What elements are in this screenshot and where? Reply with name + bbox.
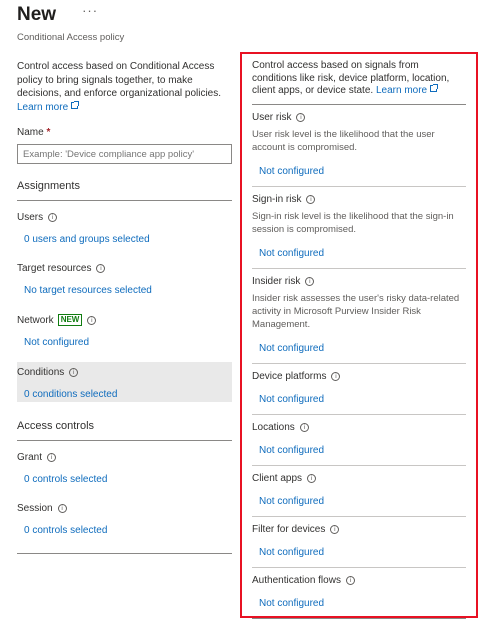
target-resources-item: Target resources i No target resources selected: [17, 258, 232, 299]
learn-more-link[interactable]: Learn more: [17, 102, 78, 113]
info-icon[interactable]: i: [58, 504, 67, 513]
users-item: Users i 0 users and groups selected: [17, 207, 232, 248]
condition-value-link[interactable]: Not configured: [259, 597, 325, 609]
info-icon[interactable]: i: [87, 316, 96, 325]
info-icon[interactable]: i: [346, 576, 355, 585]
info-icon[interactable]: i: [69, 368, 78, 377]
conditions-panel: [240, 52, 478, 618]
conditions-intro: Control access based on signals from conditions like risk, device platform, location, client apps, or device state. Learn more: [252, 60, 466, 105]
info-icon[interactable]: i: [96, 264, 105, 273]
required-marker: *: [46, 127, 51, 138]
session-link[interactable]: 0 controls selected: [24, 525, 108, 536]
page-title: New: [17, 4, 57, 25]
policy-intro: Control access based on Conditional Access policy to bring signals together, to make decisions, and enforce organizational policies. Learn more: [17, 61, 222, 113]
page-subtitle: Conditional Access policy: [17, 32, 125, 43]
info-icon[interactable]: i: [306, 195, 315, 204]
info-icon[interactable]: i: [305, 277, 314, 286]
session-item: Session i 0 controls selected: [17, 498, 232, 539]
condition-filter-for-devices[interactable]: Filter for devices i Not configured: [252, 517, 466, 568]
condition-client-apps[interactable]: Client apps i Not configured: [252, 466, 466, 517]
condition-value-link[interactable]: Not configured: [259, 165, 325, 177]
page-header: [17, 4, 124, 43]
info-icon[interactable]: i: [296, 113, 305, 122]
condition-description: User risk level is the likelihood that the user account is compromised.: [252, 128, 435, 153]
target-resources-link[interactable]: No target resources selected: [24, 285, 152, 296]
more-options-icon[interactable]: ···: [82, 3, 99, 18]
users-link[interactable]: 0 users and groups selected: [24, 234, 150, 245]
info-icon[interactable]: i: [330, 525, 339, 534]
condition-locations[interactable]: Locations i Not configured: [252, 415, 466, 466]
condition-sign-in-risk[interactable]: Sign-in risk i Sign-in risk level is the likelihood that the sign-in session is compromised. Not configured: [252, 187, 466, 269]
info-icon[interactable]: i: [331, 372, 340, 381]
info-icon[interactable]: i: [48, 213, 57, 222]
condition-value-link[interactable]: Not configured: [259, 444, 325, 456]
name-label: Name *: [17, 127, 51, 138]
condition-value-link[interactable]: Not configured: [259, 342, 325, 354]
info-icon[interactable]: i: [307, 474, 316, 483]
condition-value-link[interactable]: Not configured: [259, 546, 325, 558]
condition-insider-risk[interactable]: Insider risk i Insider risk assesses the user's risky data-related activity in Microsoft Purview Insider Risk Management. Not configured: [252, 269, 466, 364]
conditions-item[interactable]: Conditions i 0 conditions selected: [17, 362, 232, 402]
condition-user-risk[interactable]: User risk i User risk level is the likelihood that the user account is compromised. Not configured: [252, 105, 466, 187]
info-icon[interactable]: i: [47, 453, 56, 462]
access-controls-heading: Access controls: [17, 420, 232, 441]
condition-device-platforms[interactable]: Device platforms i Not configured: [252, 364, 466, 415]
condition-value-link[interactable]: Not configured: [259, 495, 325, 507]
grant-link[interactable]: 0 controls selected: [24, 474, 108, 485]
condition-description: Sign-in risk level is the likelihood that the sign-in session is compromised.: [252, 210, 454, 235]
external-link-icon: [71, 102, 78, 109]
info-icon[interactable]: i: [300, 423, 309, 432]
new-badge: NEW: [58, 314, 83, 326]
condition-value-link[interactable]: Not configured: [259, 247, 325, 259]
grant-item: Grant i 0 controls selected: [17, 447, 232, 488]
policy-name-input[interactable]: [17, 144, 232, 164]
condition-value-link[interactable]: Not configured: [259, 393, 325, 405]
divider: [17, 553, 232, 554]
assignments-heading: Assignments: [17, 180, 232, 201]
learn-more-link[interactable]: Learn more: [376, 85, 437, 96]
conditions-link[interactable]: 0 conditions selected: [24, 389, 118, 400]
external-link-icon: [430, 85, 437, 92]
policy-form: [17, 60, 232, 554]
network-item: Network NEW i Not configured: [17, 309, 232, 351]
condition-description: Insider risk assesses the user's risky data-related activity in Microsoft Purview Insider Risk Management.: [252, 292, 460, 330]
condition-authentication-flows[interactable]: Authentication flows i Not configured: [252, 568, 466, 619]
network-link[interactable]: Not configured: [24, 337, 90, 348]
